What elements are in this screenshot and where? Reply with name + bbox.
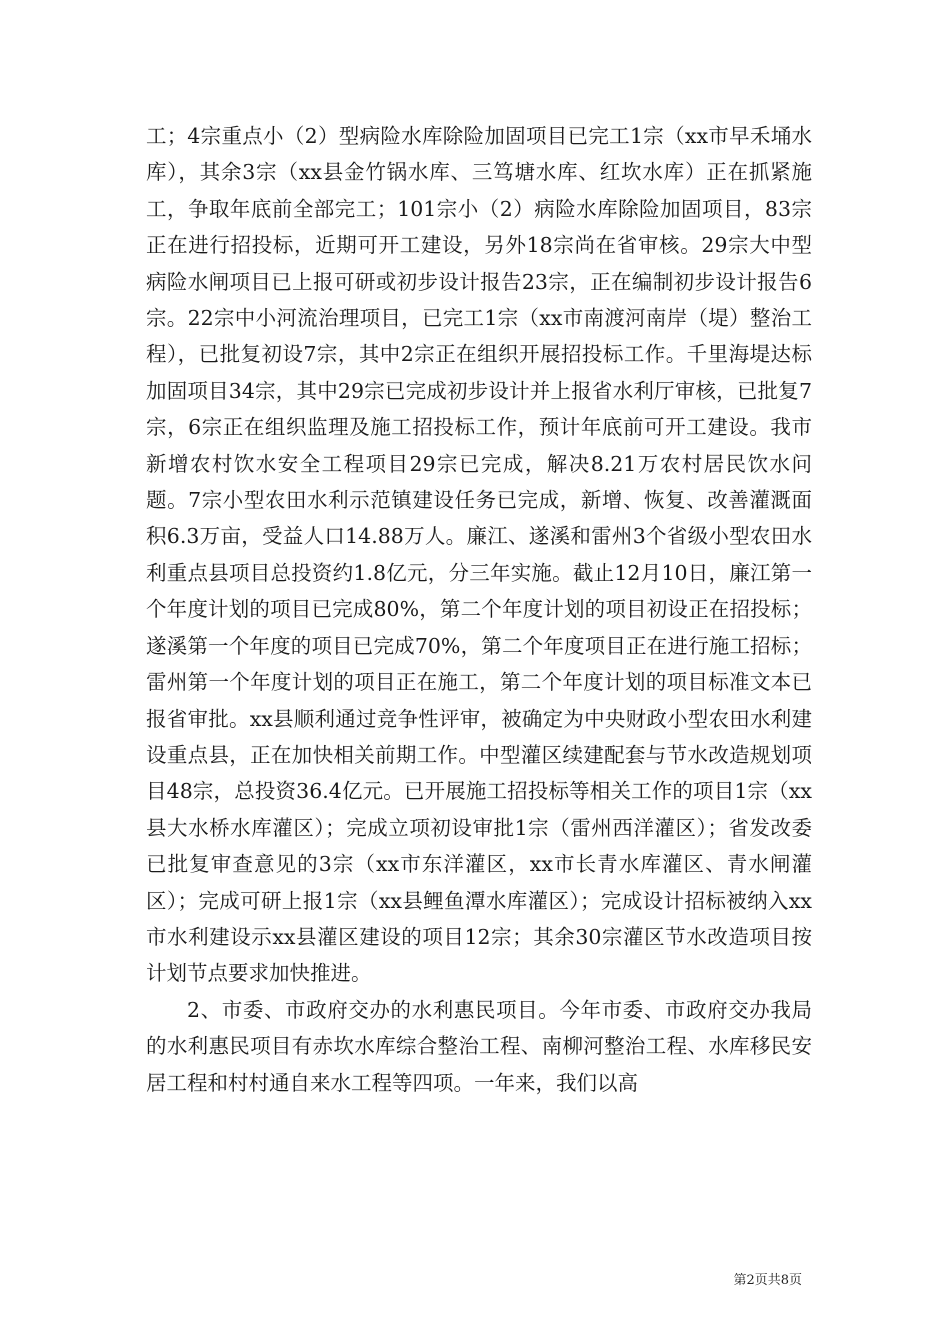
paragraph-continuation: 工；4宗重点小（2）型病险水库除险加固项目已完工1宗（xx市早禾埇水库），其余3宗（xx县金竹锅水库、三笃塘水库、红坎水库）正在抓紧施工，争取年底前全部完工；101宗小（2）病险水库除险加固项目，83宗正在进行招投标，近期可开工建设，另外18宗尚在省审核。29宗大中型病险水闸项目已上报可研或初步设计报告23宗，正在编制初步设计报告6宗。22宗中小河流治理项目，已完工1宗（xx市南渡河南岸（堤）整治工程），已批复初设7宗，其中2宗正在组织开展招投标工作。千里海堤达标加固项目34宗，其中29宗已完成初步设计并上报省水利厅审核，已批复7宗，6宗正在组织监理及施工招投标工作，预计年底前可开工建设。我市新增农村饮水安全工程项目29宗已完成，解决8.21万农村居民饮水问题。7宗小型农田水利示范镇建设任务已完成，新增、恢复、改善灌溉面积6.3万亩，受益人口14.88万人。廉江、遂溪和雷州3个省级小型农田水利重点县项目总投资约1.8亿元，分三年实施。截止12月10日，廉江第一个年度计划的项目已完成80%，第二个年度计划的项目初设正在招投标；遂溪第一个年度的项目已完成70%，第二个年度项目正在进行施工招标；雷州第一个年度计划的项目正在施工，第二个年度计划的项目标准文本已报省审批。xx县顺利通过竞争性评审，被确定为中央财政小型农田水利建设重点县，正在加快相关前期工作。中型灌区续建配套与节水改造规划项目48宗，总投资36.4亿元。已开展施工招投标等相关工作的项目1宗（xx县大水桥水库灌区）；完成立项初设审批1宗（雷州西洋灌区）；省发改委已批复审查意见的3宗（xx市东洋灌区，xx市长青水库灌区、青水闸灌区）；完成可研上报1宗（xx县鲤鱼潭水库灌区）；完成设计招标被纳入xx市水利建设示xx县灌区建设的项目12宗；其余30宗灌区节水改造项目按计划节点要求加快推进。 <box>146 124 812 986</box>
document-body <box>146 118 812 1101</box>
page-number: 第2页共8页 <box>733 1273 802 1288</box>
paragraph-section-2: 2、市委、市政府交办的水利惠民项目。今年市委、市政府交办我局的水利惠民项目有赤坎水库综合整治工程、南柳河整治工程、水库移民安居工程和村村通自来水工程等四项。一年来，我们以高 <box>146 997 812 1095</box>
